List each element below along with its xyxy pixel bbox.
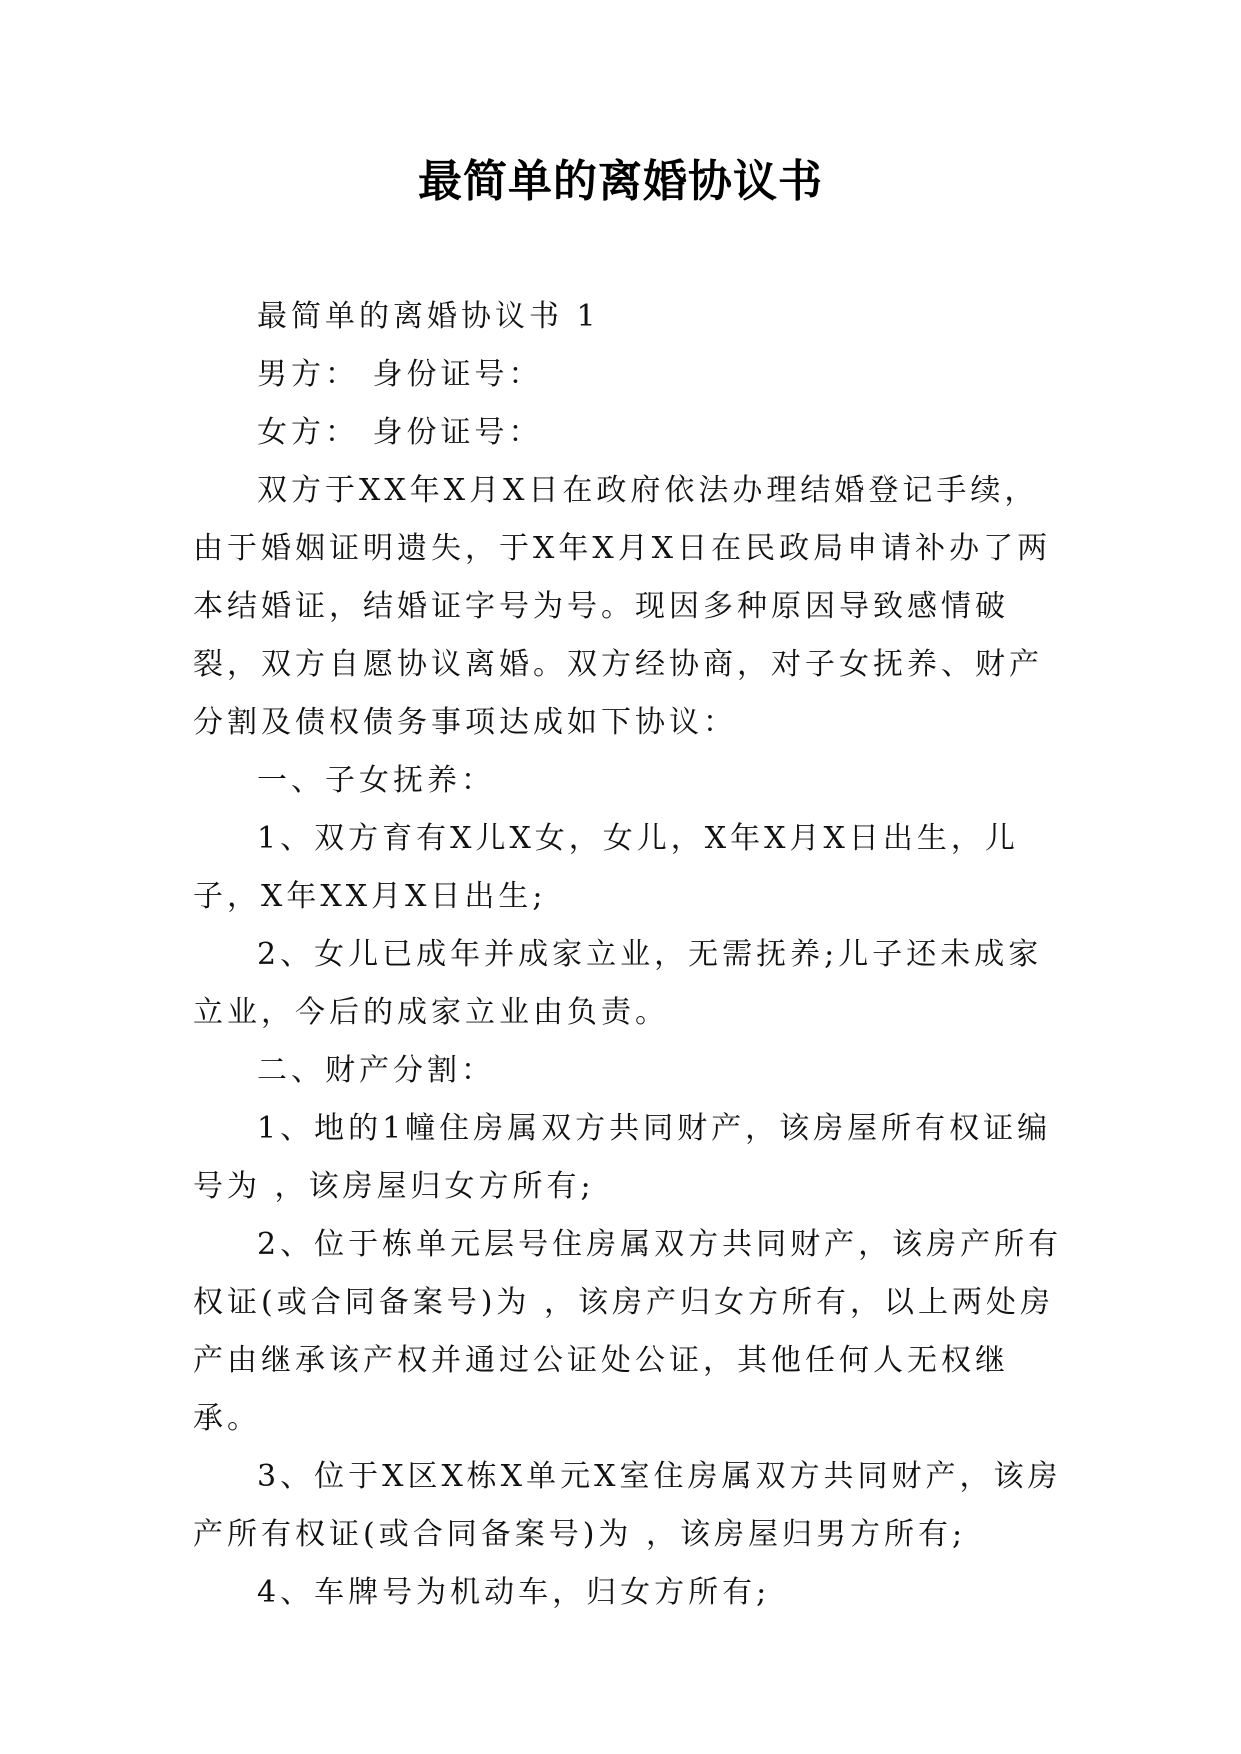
section-heading-property: 二、财产分割：	[257, 1053, 495, 1088]
document-body	[193, 288, 1063, 1622]
paragraph-property-4: 4、车牌号为机动车，归女方所有;	[257, 1575, 771, 1610]
document-title: 最简单的离婚协议书	[418, 156, 823, 207]
paragraph-property-2: 2、位于栋单元层号住房属双方共同财产，该房产所有权证(或合同备案号)为 ，该房产归女方所有，以上两处房产由继承该产权并通过公证处公证，其他任何人无权继承。	[193, 1227, 1063, 1436]
paragraph-intro: 双方于XX年X月X日在政府依法办理结婚登记手续，由于婚姻证明遗失，于X年X月X日在民政局申请补办了两本结婚证，结婚证字号为号。现因多种原因导致感情破裂，双方自愿协议离婚。双方经协商，对子女抚养、财产分割及债权债务事项达成如下协议：	[193, 473, 1052, 740]
paragraph-property-1: 1、地的1幢住房属双方共同财产，该房屋所有权证编号为 ，该房屋归女方所有;	[193, 1111, 1052, 1204]
paragraph-female-party: 女方： 身份证号：	[257, 415, 543, 450]
paragraph-property-3: 3、位于X区X栋X单元X室住房属双方共同财产，该房产所有权证(或合同备案号)为 ，该房屋归男方所有;	[193, 1459, 1062, 1552]
paragraph-male-party: 男方： 身份证号：	[257, 357, 543, 392]
section-heading-child-custody: 一、子女抚养：	[257, 763, 495, 798]
paragraph-heading: 最简单的离婚协议书 1	[257, 299, 600, 334]
paragraph-children: 1、双方育有X儿X女，女儿，X年X月X日出生，儿子，X年XX月X日出生;	[193, 821, 1019, 914]
paragraph-custody: 2、女儿已成年并成家立业，无需抚养;儿子还未成家立业，今后的成家立业由负责。	[193, 937, 1043, 1030]
